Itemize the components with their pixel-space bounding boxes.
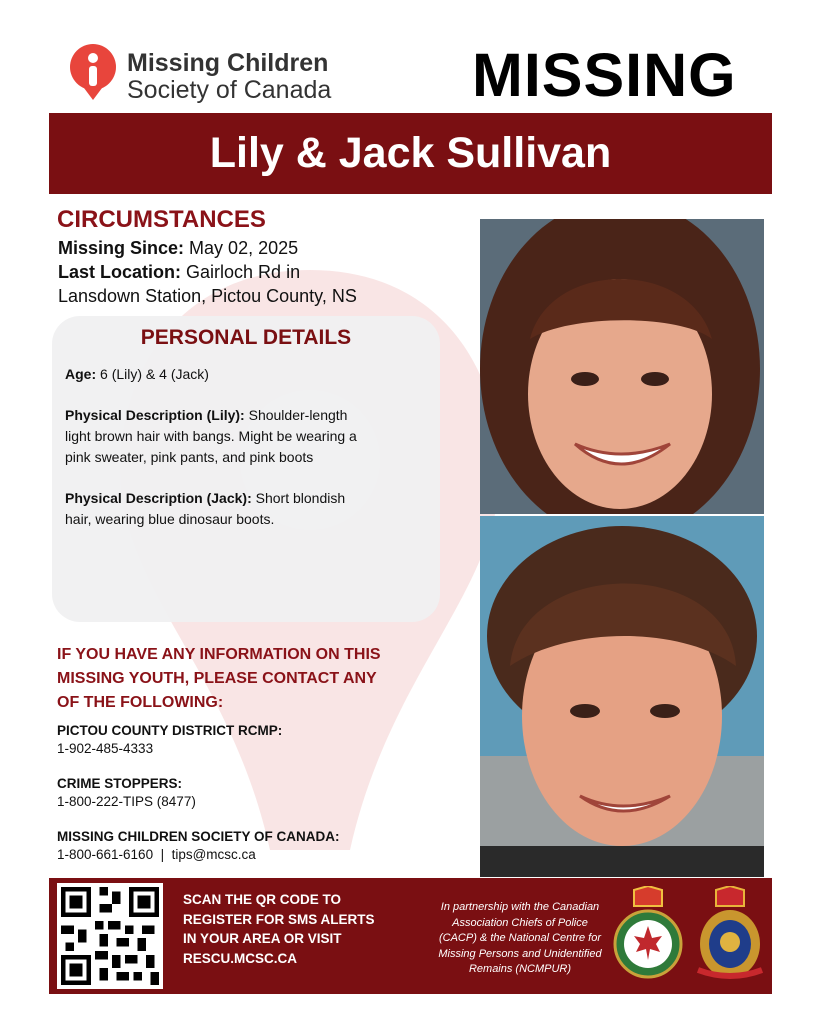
contact-crimestoppers-label: CRIME STOPPERS: — [57, 776, 183, 791]
jack-description — [65, 488, 420, 530]
contact-heading-line3: OF THE FOLLOWING: — [57, 694, 224, 711]
age-value: 6 (Lily) & 4 (Jack) — [100, 366, 209, 382]
contact-heading — [57, 643, 381, 715]
scan-line4[interactable]: RESCU.MCSC.CA — [183, 950, 298, 966]
jack-description-value-2: hair, wearing blue dinosaur boots. — [65, 511, 275, 527]
scan-line2: REGISTER FOR SMS ALERTS — [183, 911, 375, 927]
sms-alert-instructions — [183, 890, 413, 968]
contact-mcsc-phone-email[interactable]: 1-800-661-6160 | tips@mcsc.ca — [57, 847, 256, 862]
missing-heading: MISSING — [472, 41, 737, 109]
lily-description — [65, 405, 420, 468]
jack-description-label: Physical Description (Jack): — [65, 490, 252, 506]
last-location-value-2: Lansdown Station, Pictou County, NS — [58, 286, 357, 306]
scan-line3: IN YOUR AREA OR VISIT — [183, 931, 342, 946]
names-banner: Lily & Jack Sullivan — [49, 113, 772, 194]
partner-line4: Missing Persons and Unidentified — [438, 947, 602, 960]
missing-since-value: May 02, 2025 — [189, 238, 299, 258]
lily-description-value-2: light brown hair with bangs. Might be wearing a — [65, 428, 357, 444]
age-label: Age: — [65, 366, 97, 382]
partner-line3: (CACP) & the National Centre for — [438, 932, 601, 944]
partnership-text — [420, 900, 620, 978]
lily-description-value-3: pink sweater, pink pants, and pink boots — [65, 449, 314, 465]
partner-line1: In partnership with the Canadian — [440, 901, 600, 913]
contact-rcmp-phone[interactable]: 1-902-485-4333 — [57, 741, 154, 756]
personal-details-title: PERSONAL DETAILS — [140, 326, 352, 349]
qr-code-icon[interactable] — [57, 883, 163, 989]
org-name — [127, 50, 331, 104]
last-location-value: Gairloch Rd in — [186, 262, 301, 282]
missing-since — [58, 237, 298, 260]
last-location — [58, 261, 300, 284]
jack-description-value-1: Short blondish — [255, 490, 346, 506]
circumstances-title: CIRCUMSTANCES — [57, 206, 266, 233]
contact-rcmp-label: PICTOU COUNTY DISTRICT RCMP: — [57, 723, 283, 738]
contact-heading-line1: IF YOU HAVE ANY INFORMATION ON THIS — [57, 646, 381, 663]
contact-crimestoppers-phone[interactable]: 1-800-222-TIPS (8477) — [57, 794, 196, 809]
partner-line5: Remains (NCMPUR) — [468, 963, 572, 975]
personal-details-card — [52, 316, 440, 622]
last-location-label: Last Location: — [58, 262, 182, 282]
mcsc-logo-icon — [68, 42, 118, 102]
lily-photo — [480, 219, 764, 514]
scan-line1: SCAN THE QR CODE TO — [183, 892, 342, 907]
lily-description-value-1: Shoulder-length — [248, 407, 348, 423]
rcmp-badge-icon — [692, 886, 768, 986]
cacp-badge-icon — [612, 886, 684, 986]
missing-since-label: Missing Since: — [58, 238, 185, 258]
lily-description-label: Physical Description (Lily): — [65, 407, 245, 423]
org-name-line2: Society of Canada — [127, 76, 332, 104]
contact-mcsc-label: MISSING CHILDREN SOCIETY OF CANADA: — [57, 829, 340, 844]
jack-photo — [480, 516, 764, 877]
org-name-line1: Missing Children — [127, 49, 329, 77]
contact-heading-line2: MISSING YOUTH, PLEASE CONTACT ANY — [57, 670, 377, 687]
age — [65, 364, 420, 385]
partner-line2: Association Chiefs of Police — [452, 916, 588, 929]
